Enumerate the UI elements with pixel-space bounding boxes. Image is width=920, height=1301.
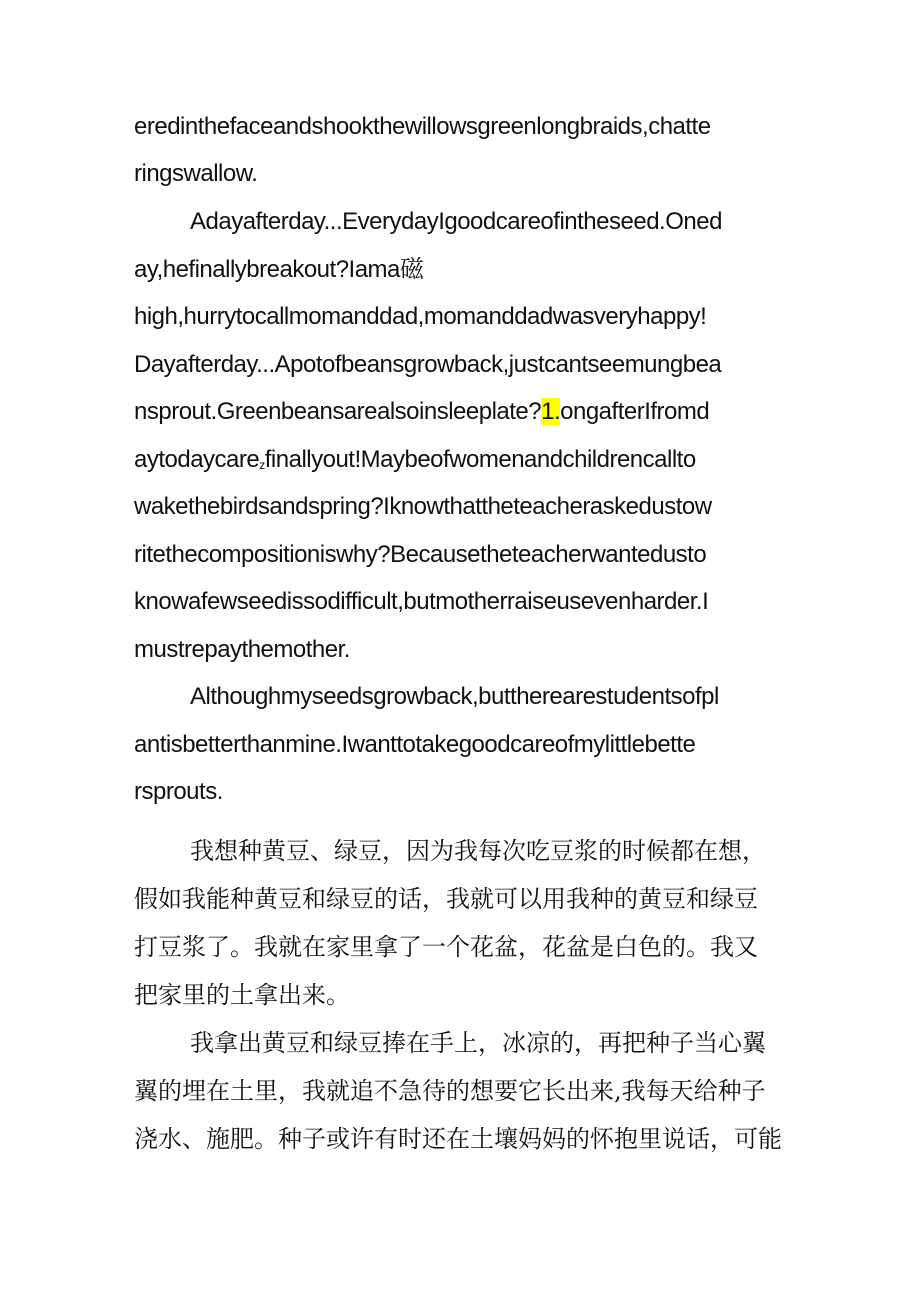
text-line: wakethebirdsandspring?Iknowthattheteacheraskedustow [134, 493, 712, 520]
text-line: mustrepaythemother. [134, 636, 350, 663]
text-segment: ongafterIfromd [560, 398, 710, 425]
text-line: 打豆浆了。我就在家里拿了一个花盆，花盆是白色的。我又 [134, 933, 758, 961]
paragraph-first-line: 我拿出黄豆和绿豆捧在手上，冰凉的，再把种子当心翼 [190, 1029, 766, 1057]
text-line: ritethecompositioniswhy?Becausetheteacherwantedusto [134, 541, 707, 568]
highlighted-text: 1. [541, 398, 561, 425]
text-line: eredinthefaceandshookthewillowsgreenlongbraids,chatte [134, 113, 711, 140]
text-line [134, 445, 696, 480]
text-line [134, 397, 709, 427]
text-segment: aytodaycare [134, 446, 260, 473]
text-segment: finallyout!Maybeofwomenandchildrencallto [264, 446, 696, 473]
text-line: 把家里的土拿出来。 [134, 981, 350, 1009]
text-line: high,hurrytocallmomanddad,momanddadwasveryhappy! [134, 303, 707, 330]
text-segment: nsprout.Greenbeansarealsoinsleeplate? [134, 398, 542, 425]
text-line: ay,hefinallybreakout?Iama磁 [134, 256, 424, 283]
text-line: 翼的埋在土里，我就追不急待的想要它长出来,我每天给种子 [134, 1077, 766, 1105]
text-line: knowafewseedissodifficult,butmotherraiseusevenharder.I [134, 588, 709, 615]
paragraph-first-line: Adayafterday...EverydayIgoodcareofintheseed.Oned [190, 208, 722, 235]
paragraph-first-line: Althoughmyseedsgrowback,buttherearestudentsofpl [190, 683, 719, 710]
text-line: 假如我能种黄豆和绿豆的话，我就可以用我种的黄豆和绿豆 [134, 885, 758, 913]
subscript-text: z [259, 458, 265, 472]
text-line: Dayafterday...Apotofbeansgrowback,justcantseemungbea [134, 351, 722, 378]
text-line: antisbetterthanmine.Iwanttotakegoodcareofmylittlebette [134, 731, 696, 758]
paragraph-first-line: 我想种黄豆、绿豆，因为我每次吃豆浆的时候都在想， [190, 837, 766, 865]
text-line: ringswallow. [134, 160, 258, 187]
text-line: rsprouts. [134, 778, 223, 805]
text-line: 浇水、施肥。种子或许有时还在土壤妈妈的怀抱里说话，可能 [134, 1125, 782, 1153]
